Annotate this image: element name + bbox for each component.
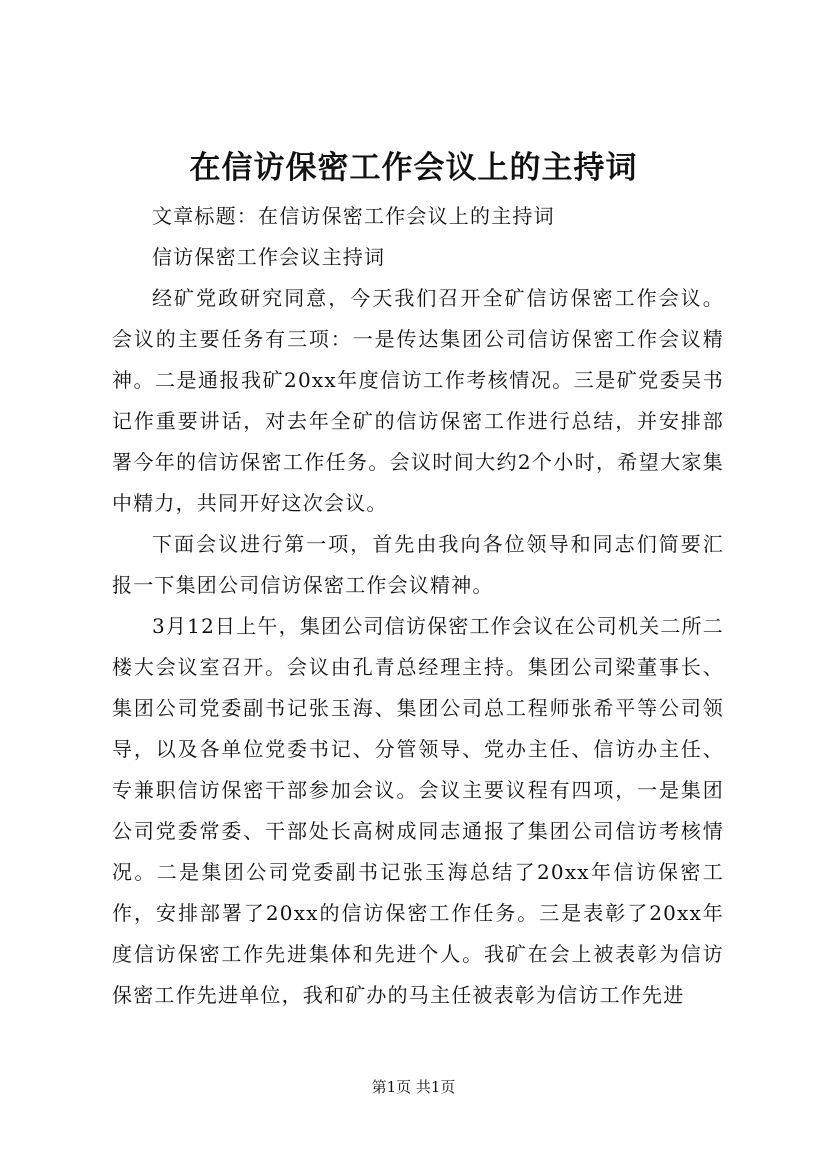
- paragraph-opening: 经矿党政研究同意，今天我们召开全矿信访保密工作会议。会议的主要任务有三项：一是传达集团公司信访保密工作会议精神。二是通报我矿20xx年度信访工作考核情况。三是矿党委吴书记作重要讲话，对去年全矿的信访保密工作进行总结，并安排部署今年的信访保密工作任务。会议时间大约2个小时，希望大家集中精力，共同开好这次会议。: [112, 286, 724, 515]
- paragraph-article-heading: 文章标题：在信访保密工作会议上的主持词: [152, 204, 555, 228]
- paragraph-agenda-item-one: 下面会议进行第一项，首先由我向各位领导和同志们简要汇报一下集团公司信访保密工作会议精神。: [112, 532, 724, 597]
- document-title: 在信访保密工作会议上的主持词: [189, 150, 638, 186]
- paragraph-meeting-report: 3月12日上午，集团公司信访保密工作会议在公司机关二所二楼大会议室召开。会议由孔青总经理主持。集团公司梁董事长、集团公司党委副书记张玉海、集团公司总工程师张希平等公司领导，以及各单位党委书记、分管领导、党办主任、信访办主任、专兼职信访保密干部参加会议。会议主要议程有四项，一是集团公司党委常委、干部处长高树成同志通报了集团公司信访考核情况。二是集团公司党委副书记张玉海总结了20xx年信访保密工作，安排部署了20xx的信访保密工作任务。三是表彰了20xx年度信访保密工作先进集体和先进个人。我矿在会上被表彰为信访保密工作先进单位，我和矿办的马主任被表彰为信访工作先进: [112, 614, 724, 1007]
- document-body: [112, 196, 724, 1016]
- page-footer: 第1页 共1页: [371, 1078, 456, 1096]
- paragraph-subtitle: 信访保密工作会议主持词: [152, 245, 386, 269]
